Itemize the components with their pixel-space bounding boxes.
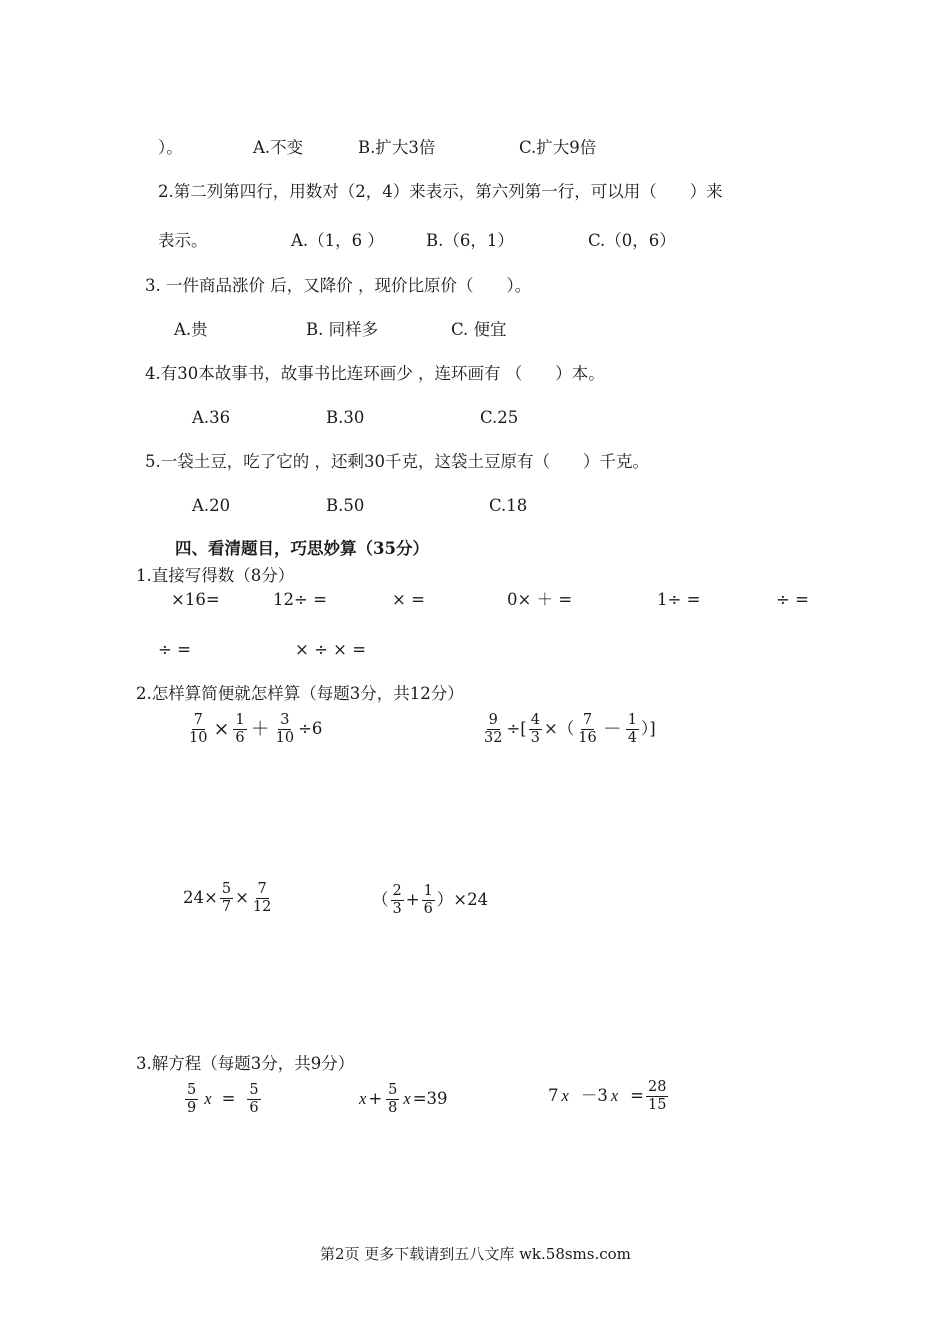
q3-stem: 3. 一件商品涨价 后，又降价 ，现价比原价（ ）。	[145, 276, 532, 295]
fraction: $\frac{7}{16}$	[578, 712, 597, 747]
q1-tail-text: ）。	[158, 138, 183, 157]
q4-stem: 4.有30本故事书，故事书比连环画少 ，连环画有 （ ）本。	[145, 364, 605, 383]
q4-option-a: A.36	[192, 408, 231, 427]
mental-item-5: 1÷ =	[657, 590, 701, 609]
fraction: $\frac{5}{9}$	[187, 1082, 197, 1117]
q1-option-a: A.不变	[253, 138, 304, 157]
mental-item-3: × =	[392, 590, 425, 609]
fraction: $\frac{4}{3}$	[530, 712, 540, 747]
section4-title: 四、看清题目，巧思妙算（35分）	[175, 539, 429, 558]
fraction: $\frac{5}{8}$	[388, 1082, 398, 1117]
q4-option-c: C.25	[480, 408, 519, 427]
simplify-expr-3: 24× $\frac{5}{7}$ × $\frac{7}{12}$	[183, 881, 272, 916]
q3-option-b: B. 同样多	[306, 320, 379, 339]
q1-option-c: C.扩大9倍	[519, 138, 597, 157]
fraction: $\frac{2}{3}$	[392, 883, 402, 918]
q2-option-b: B.（6，1）	[426, 231, 514, 250]
q2-option-c: C.（0，6）	[588, 231, 676, 250]
fraction: $\frac{7}{10}$	[189, 712, 208, 747]
equation-2: x + $\frac{5}{8}$ x =39	[359, 1082, 448, 1117]
fraction: $\frac{5}{6}$	[249, 1082, 259, 1117]
q5-option-b: B.50	[326, 496, 365, 515]
equation-1: $\frac{5}{9}$ x = $\frac{5}{6}$	[187, 1082, 259, 1117]
q3-option-a: A.贵	[174, 320, 208, 339]
fraction: $\frac{28}{15}$	[647, 1079, 667, 1114]
page-footer: 第2页 更多下载请到五八文库 wk.58sms.com	[320, 1245, 631, 1263]
q5-stem: 5.一袋土豆，吃了它的 ，还剩30千克，这袋土豆原有（ ）千克。	[145, 452, 649, 471]
part3-heading: 3.解方程（每题3分，共9分）	[136, 1054, 355, 1073]
mental-item-4: 0× ＋ =	[507, 590, 573, 609]
simplify-expr-1: $\frac{7}{10}$ × $\frac{1}{6}$ ＋ $\frac{3}{10}$ ÷6	[189, 712, 323, 747]
fraction: $\frac{5}{7}$	[221, 881, 232, 916]
simplify-expr-2: $\frac{9}{32}$ ÷[ $\frac{4}{3}$ ×（ $\frac{7}{16}$ － $\frac{1}{4}$ ）]	[484, 712, 656, 747]
fraction: $\frac{9}{32}$	[484, 712, 503, 747]
q1-option-b: B.扩大3倍	[358, 138, 436, 157]
mental-item-2: 12÷ =	[273, 590, 327, 609]
fraction: $\frac{7}{12}$	[252, 881, 272, 916]
q2-stem-line1: 2.第二列第四行，用数对（2，4）来表示，第六列第一行，可以用（ ）来	[158, 182, 723, 201]
fraction: $\frac{1}{6}$	[423, 883, 433, 918]
mental-item-7: ÷ =	[158, 640, 191, 659]
q5-option-c: C.18	[489, 496, 528, 515]
mental-item-6: ÷ =	[776, 590, 809, 609]
q5-option-a: A.20	[192, 496, 231, 515]
simplify-expr-4: （ $\frac{2}{3}$ + $\frac{1}{6}$ ）×24	[372, 883, 489, 918]
q2-option-a: A.（1，6 ）	[291, 231, 384, 250]
fraction: $\frac{3}{10}$	[275, 712, 295, 747]
mental-item-8: × ÷ × =	[295, 640, 367, 659]
fraction: $\frac{1}{4}$	[627, 712, 637, 747]
q4-option-b: B.30	[326, 408, 365, 427]
mental-item-1: ×16=	[171, 590, 220, 609]
q2-stem-line2: 表示。	[158, 231, 208, 250]
equation-3: 7 x －3 x = $\frac{28}{15}$	[548, 1079, 667, 1114]
q3-option-c: C. 便宜	[451, 320, 507, 339]
part2-heading: 2.怎样算简便就怎样算（每题3分，共12分）	[136, 684, 464, 703]
fraction: $\frac{1}{6}$	[235, 712, 245, 747]
part1-heading: 1.直接写得数（8分）	[136, 566, 295, 585]
